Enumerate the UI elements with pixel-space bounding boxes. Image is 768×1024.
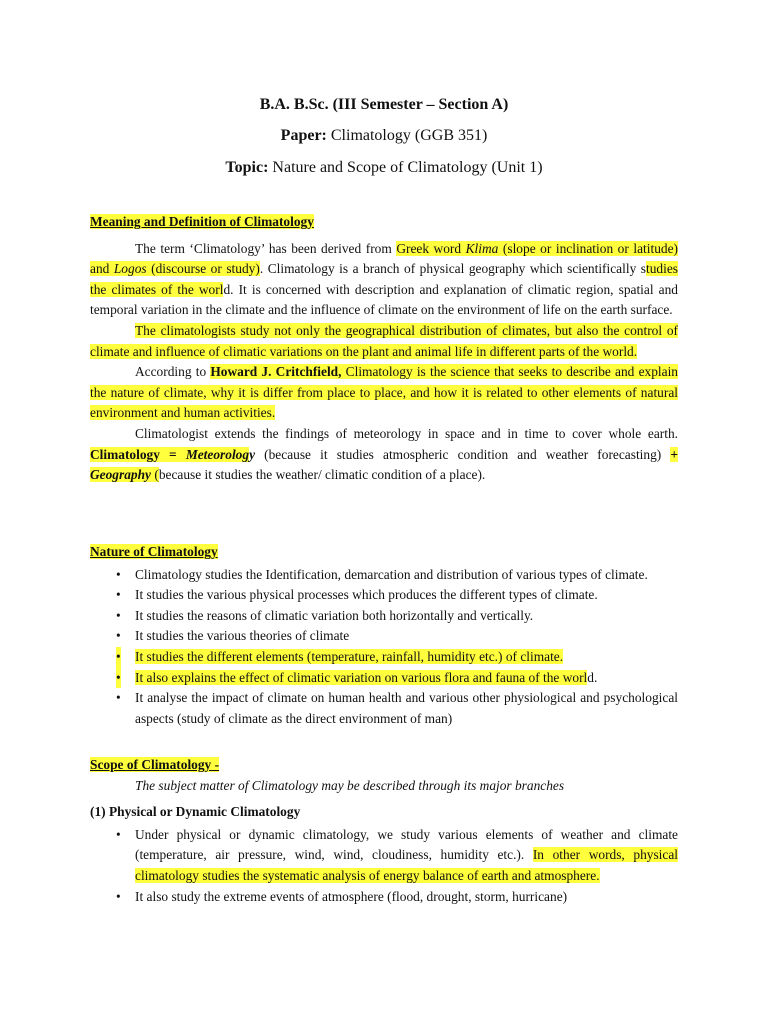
nature-item-text: It studies the various theories of climate — [135, 628, 350, 644]
nature-item-text: It studies the various physical processes which produces the different types of climate. — [135, 587, 598, 603]
list-item — [90, 668, 678, 689]
scope-item-highlight: In other words, physical climatology studies the systematic analysis of energy balance of earth and atmosphere. — [135, 847, 678, 883]
p4-plus: + — [670, 446, 679, 462]
course-line — [0, 95, 768, 115]
scope-heading: Scope of Climatology - — [90, 757, 220, 772]
course-title: B.A. B.Sc. (III Semester – Section A) — [259, 96, 509, 113]
bullet-icon: • — [116, 888, 121, 904]
list-item — [90, 565, 678, 586]
list-item — [90, 606, 678, 627]
list-item — [90, 825, 678, 887]
nature-item-text: It analyse the impact of climate on human health and various other physiological and psychological aspects (study of climate as the direct environment of man) — [135, 690, 678, 726]
p4-hl-meteorology: Meteorolog — [185, 446, 250, 462]
p4-text-a: Climatologist extends the findings of meteorology in space and in time to cover whole earth. — [135, 425, 678, 441]
bullet-icon: • — [116, 668, 121, 689]
bullet-icon: • — [116, 607, 121, 623]
nature-item-text: It studies the reasons of climatic variation both horizontally and vertically. — [135, 607, 534, 623]
p1-text-c: d. It is concerned with description and explanation of climatic region, spatial and temporal variation in the climate and the influence of climate on the environment of life on the earth surface. — [90, 281, 678, 318]
p4-highlight-1 — [90, 447, 249, 462]
p1-highlight-2: tudies the climates of the worl — [90, 261, 678, 297]
bullet-icon: • — [116, 647, 121, 668]
klima-term: Klima — [465, 240, 499, 256]
bullet-icon: • — [116, 566, 121, 582]
meaning-paragraph-4 — [90, 424, 678, 486]
topic-value: Nature and Scope of Climatology (Unit 1) — [268, 159, 543, 176]
topic-line — [0, 158, 768, 178]
meaning-paragraph-2 — [90, 321, 678, 362]
scope-item-text: It also study the extreme events of atmosphere (flood, drought, storm, hurricane) — [135, 888, 568, 904]
bullet-icon: • — [116, 826, 121, 842]
list-item — [90, 647, 678, 668]
nature-item-text: It studies the different elements (temperature, rainfall, humidity etc.) of climate. — [135, 648, 564, 664]
p1-hl-e: (discourse or study) — [146, 261, 260, 277]
p1-hl-c: (slope or inclination or latitude) and — [90, 240, 678, 277]
scope-intro: The subject matter of Climatology may be described through its major branches — [135, 777, 565, 793]
p4-text-c: because it studies the weather/ climatic condition of a place). — [158, 467, 486, 483]
meaning-paragraph-1 — [90, 239, 678, 321]
p2-highlight: The climatologists study not only the geographical distribution of climates, but also the control of climate and influence of climatic variations on the plant and animal life in different parts of the world. — [90, 322, 678, 359]
logos-term: Logos — [113, 261, 147, 277]
p4-text-b: (because it studies atmospheric condition and weather forecasting) — [255, 446, 671, 462]
bullet-icon: • — [116, 690, 121, 706]
p1-hl-a: Greek word — [396, 240, 466, 256]
p4-geography: Geography — [90, 467, 151, 483]
list-item — [90, 626, 678, 647]
p1-text-b: . Climatology is a branch of physical geography which scientifically s — [259, 261, 646, 277]
nature-list — [90, 565, 678, 730]
p3-hl-text: Climatology is the science that seeks to describe and explain the nature of climate, why it is differ from place to place, and how it is related to other elements of natural environment and human activities. — [90, 364, 678, 421]
list-item — [90, 585, 678, 606]
paper-line — [0, 126, 768, 146]
nature-heading: Nature of Climatology — [90, 544, 218, 559]
scope-section — [90, 755, 678, 907]
nature-item-text-end: d. — [587, 669, 598, 685]
list-item — [90, 887, 678, 908]
list-item — [90, 688, 678, 729]
physical-climatology-heading: (1) Physical or Dynamic Climatology — [90, 804, 301, 820]
critchfield-name: Howard J. Critchfield, — [210, 364, 342, 380]
meaning-paragraph-3 — [90, 362, 678, 424]
p4-hl-climatology: Climatology = — [90, 446, 186, 462]
p4-paren: ( — [151, 467, 159, 483]
scope-list — [90, 825, 678, 907]
p3-text-a: According to — [135, 364, 211, 380]
bullet-icon: • — [116, 587, 121, 603]
paper-label: Paper: — [280, 127, 327, 144]
scope-item-text: Under physical or dynamic climatology, we study various elements of weather and climate (temperature, air pressure, wind, wind, cloudiness, humidity etc.). — [135, 826, 678, 863]
p1-text-a: The term ‘Climatology’ has been derived from — [135, 240, 397, 256]
meaning-heading: Meaning and Definition of Climatology — [90, 214, 314, 229]
nature-item-text: Climatology studies the Identification, demarcation and distribution of various types of climate. — [135, 566, 648, 582]
p4-meteorology-end: y — [249, 446, 256, 462]
nature-section — [90, 542, 678, 729]
nature-item-text: It also explains the effect of climatic variation on various flora and fauna of the worl — [135, 669, 588, 685]
paper-value: Climatology (GGB 351) — [326, 127, 488, 144]
meaning-section — [90, 212, 678, 486]
topic-label: Topic: — [225, 159, 269, 176]
bullet-icon: • — [116, 628, 121, 644]
